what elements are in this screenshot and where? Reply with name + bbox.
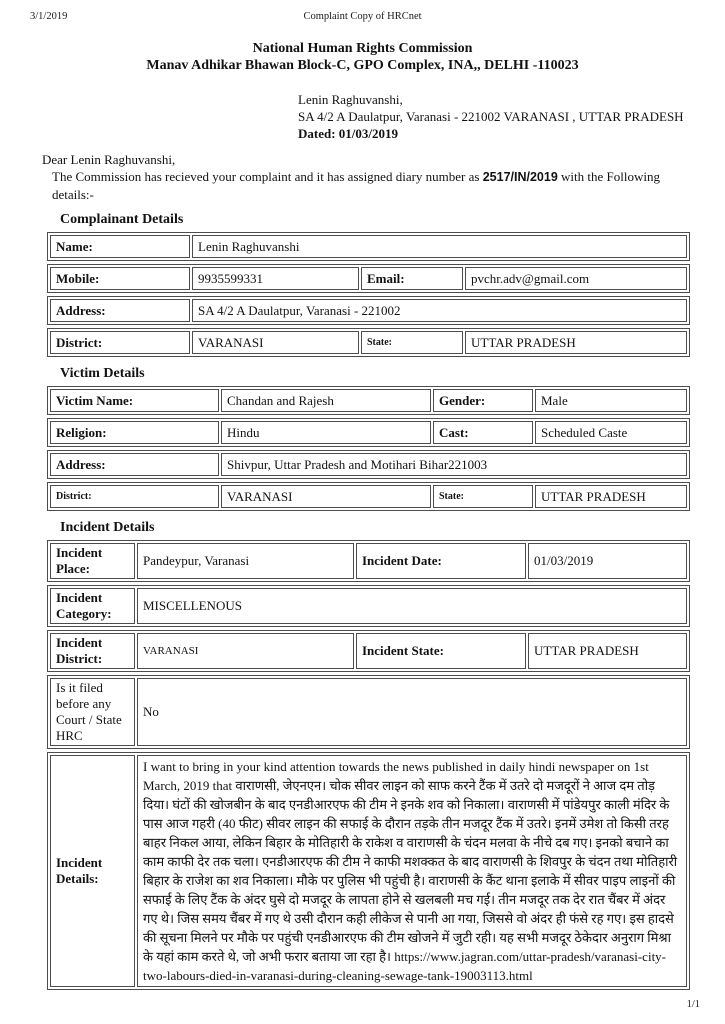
victim-cast-label: Cast: [433, 421, 533, 444]
incident-court-label: Is it filed before any Court / State HRC [50, 678, 135, 746]
victim-name-label: Victim Name: [50, 389, 219, 412]
victim-section [47, 366, 690, 511]
recipient-address: SA 4/2 A Daulatpur, Varanasi - 221002 VARANASI , UTTAR PRADESH [298, 109, 684, 124]
intro-text-before: The Commission has recieved your complaint and it has assigned diary number as [52, 169, 483, 184]
incident-district-row [47, 630, 690, 672]
incident-date-label: Incident Date: [356, 543, 526, 579]
page-number: 1/1 [686, 999, 700, 1010]
victim-religion-row [47, 418, 690, 447]
section-heading-incident: Incident Details [60, 520, 155, 535]
complainant-district-label: District: [50, 331, 190, 354]
victim-address-row [47, 450, 690, 479]
complainant-district-value: VARANASI [192, 331, 359, 354]
incident-district-label: Incident District: [50, 633, 135, 669]
incident-details-row [47, 752, 690, 990]
diary-number: 2517/IN/2019 [482, 170, 558, 184]
complainant-section [47, 212, 690, 357]
letterhead [0, 40, 725, 74]
intro-text-after: with the Following details:- [52, 169, 660, 202]
victim-district-value: VARANASI [221, 485, 431, 508]
incident-category-label: Incident Category: [50, 588, 135, 624]
victim-name-value: Chandan and Rajesh [221, 389, 431, 412]
complainant-name-value: Lenin Raghuvanshi [192, 235, 687, 258]
complainant-address-label: Address: [50, 299, 190, 322]
salutation: Dear Lenin Raghuvanshi, [42, 152, 176, 167]
incident-details-label: Incident Details: [50, 755, 135, 987]
complainant-mobile-label: Mobile: [50, 267, 190, 290]
incident-place-row [47, 540, 690, 582]
incident-court-row [47, 675, 690, 749]
incident-category-row [47, 585, 690, 627]
victim-gender-value: Male [535, 389, 687, 412]
complainant-state-label: State: [361, 331, 463, 354]
incident-state-value: UTTAR PRADESH [528, 633, 687, 669]
complainant-state-value: UTTAR PRADESH [465, 331, 687, 354]
recipient-name: Lenin Raghuvanshi, [298, 92, 403, 107]
org-name: National Human Rights Commission [252, 41, 473, 56]
victim-state-label: State: [433, 485, 533, 508]
incident-date-value: 01/03/2019 [528, 543, 687, 579]
letter-date: Dated: 01/03/2019 [298, 126, 399, 141]
incident-place-label: Incident Place: [50, 543, 135, 579]
incident-details-text: I want to bring in your kind attention towards the news published in daily hindi newspaper on 1st March, 2019 that वाराणसी, जेएनएन। चोक सीवर लाइन को साफ करने टैंक में उतरे दो मजदूरों ने आज दम तोड़ दिया। घंटों की खोजबीन के बाद एनडीआरएफ की टीम ने इनके शव को निकाला। वाराणसी में पांडेयपुर काली मंदिर के पास आज गहरी (40 फीट) सीवर लाइन की सफाई के दौरान तड़के तीन मजदूर टैंक में उतरे। इनमें उमेश तो किसी तरह बाहर निकल आया, लेकिन बिहार के मोतिहारी के राकेश व वाराणसी के चंदन मलवा के नीचे दब गए। इनको बचाने का काम काफी देर तक चला। एनडीआरएफ की टीम ने काफी मशक्कत के बाद वाराणसी के शिवपुर के चंदन तथा मोतिहारी बिहार के राजेश का शव निकाला। मौके पर पुलिस भी पहुंची है। वाराणसी के कैंट थाना इलाके में सीवर पाइप लाइनों की सफाई के लिए टैंक के अंदर घुसे दो मजदूर के लापता होने से खलबली मच गई। तीन मजदूर तक देर रात चैंबर में अंदर गए थे। जिस समय चैंबर में गए थे उसी दौरान कही लीकेज से पानी आ गया, जिससे वो अंदर ही फंसे रह गए। इस हादसे की सूचना मिलने पर मौके पर पहुंची एनडीआरएफ की टीम खोजने में जुटी रही। यह सभी मजदूर ठेकेदार अनुराग मिश्रा के यहां काम करते थे, जो अभी फरार बताया जा रहा है। https://www.jagran.com/uttar-pradesh/varanasi-city-two-labours-died-in-varanasi-during-cleaning-sewage-tank-19003113.html [137, 755, 687, 987]
complainant-address-row [47, 296, 690, 325]
intro-paragraph [52, 168, 664, 203]
victim-religion-label: Religion: [50, 421, 219, 444]
recipient-block [298, 91, 725, 142]
complainant-district-row [47, 328, 690, 357]
victim-gender-label: Gender: [433, 389, 533, 412]
header-date: 3/1/2019 [30, 11, 68, 22]
complainant-email-value: pvchr.adv@gmail.com [465, 267, 687, 290]
incident-district-value: VARANASI [137, 633, 354, 669]
victim-district-row [47, 482, 690, 511]
org-address: Manav Adhikar Bhawan Block-C, GPO Complex, INA,, DELHI -110023 [146, 58, 579, 73]
complainant-address-value: SA 4/2 A Daulatpur, Varanasi - 221002 [192, 299, 687, 322]
incident-court-value: No [137, 678, 687, 746]
document-title: Complaint Copy of HRCnet [303, 11, 422, 22]
victim-name-row [47, 386, 690, 415]
victim-religion-value: Hindu [221, 421, 431, 444]
incident-state-label: Incident State: [356, 633, 526, 669]
complainant-name-label: Name: [50, 235, 190, 258]
complainant-mobile-value: 9935599331 [192, 267, 359, 290]
section-heading-victim: Victim Details [60, 366, 145, 381]
victim-district-label: District: [50, 485, 219, 508]
complainant-contact-row [47, 264, 690, 293]
complainant-email-label: Email: [361, 267, 463, 290]
victim-state-value: UTTAR PRADESH [535, 485, 687, 508]
incident-section [47, 520, 690, 990]
incident-place-value: Pandeypur, Varanasi [137, 543, 354, 579]
incident-category-value: MISCELLENOUS [137, 588, 687, 624]
victim-address-value: Shivpur, Uttar Pradesh and Motihari Bihar221003 [221, 453, 687, 476]
victim-address-label: Address: [50, 453, 219, 476]
complainant-name-row [47, 232, 690, 261]
page-header [0, 0, 725, 27]
victim-cast-value: Scheduled Caste [535, 421, 687, 444]
section-heading-complainant: Complainant Details [60, 212, 184, 227]
